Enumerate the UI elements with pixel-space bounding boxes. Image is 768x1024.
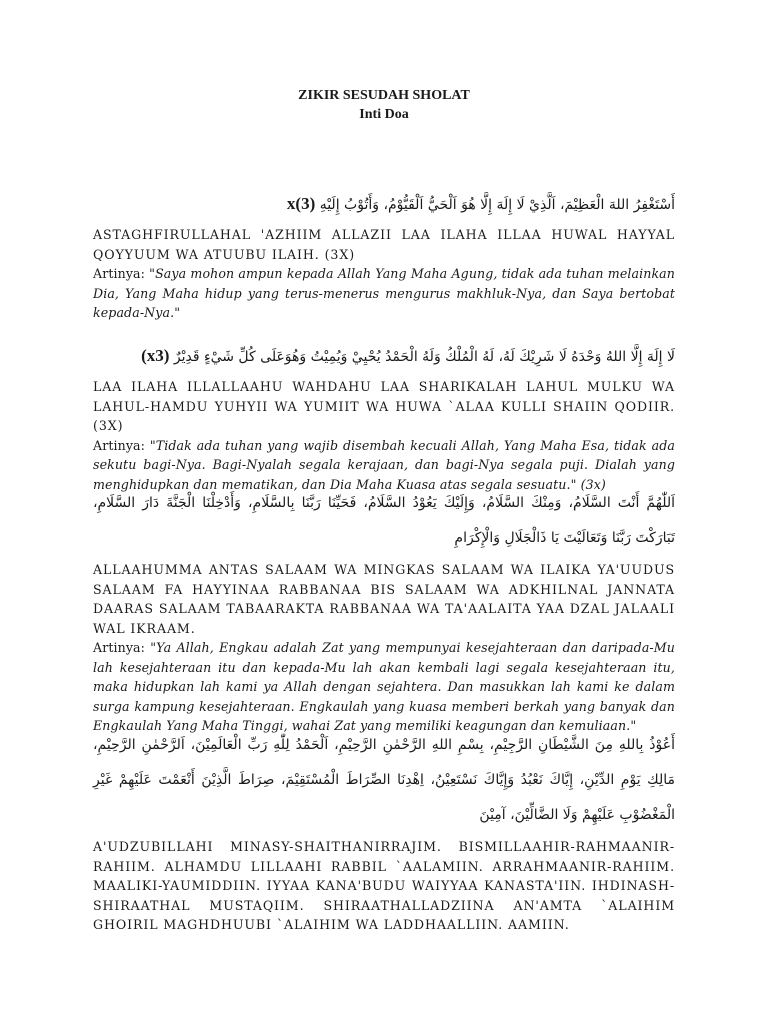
arabic-text — [93, 186, 675, 223]
page-subtitle: Inti Doa — [359, 107, 409, 122]
transliteration: LAA ILAHA ILLALLAAHU WAHDAHU LAA SHARIKALAH LAHUL MULKU WA LAHUL-HAMDU YUHYII WA YUMIIT WA HUWA `ALAA KULLI SHAIIN QODIIR. (3X) — [93, 379, 675, 433]
translation-text: "Ya Allah, Engkau adalah Zat yang mempunyai kesejahteraan dan daripada-Mu lah kesejahteraan itu dan kepada-Mu lah akan kembali lagi segala kesejahteraan itu, maka hidupkan lah kami ya Allah dengan sejahtera. Dan masukkan lah kami ke dalam surga kampung kesejahteraan. Engkaulah yang kuasa memberi berkah yang banyak dan Engkaulah Yang Maha Tinggi, wahai Zat yang memiliki keagungan dan kemuliaan." — [93, 640, 675, 733]
translation-label: Artinya: — [93, 437, 150, 453]
dhikr-section-2 — [93, 338, 675, 494]
translation-label: Artinya: — [93, 266, 150, 281]
arabic-verse: أَسْتَغْفِرُ اللهَ الْعَظِيْمَ، اَلَّذِيْ لَا إِلَهَ إِلَّا هُوَ اَلْحَيُّ اَلْقَيُّوْمُ، وَأَتُوْبُ إِلَيْهِ — [319, 197, 675, 213]
arabic-text — [93, 338, 675, 375]
arabic-verse: أَعُوْذُ بِاللهِ مِنَ الشَّيْطَانِ الرَّجِيْمِ، بِسْمِ اللهِ الرَّحْمٰنِ الرَّحِيْمِ، اَلْحَمْدُ لِلّٰهِ رَبِّ الْعَالَمِيْنَ، اَلرَّحْمٰنِ الرَّحِيْمِ، مَالِكِ يَوْمِ الدِّيْنِ، إِيَّاكَ نَعْبُدُ وَإِيَّاكَ نَسْتَعِيْنُ، اِهْدِنَا الصِّرَاطَ الْمُسْتَقِيْمَ، صِرَاطَ الَّذِيْنَ أَنْعَمْتَ عَلَيْهِمْ غَيْرِ الْمَغْضُوْبِ عَلَيْهِمْ وَلَا الضَّالِّيْنَ، آمِيْنَ — [93, 737, 675, 823]
repeat-count: x(3) — [286, 194, 316, 213]
dhikr-section-3 — [93, 486, 675, 736]
translation — [93, 638, 675, 736]
repeat-count: (x3) — [141, 346, 170, 365]
translation — [93, 264, 675, 323]
page-title: ZIKIR SESUDAH SHOLAT — [298, 88, 470, 103]
translation-text: "Saya mohon ampun kepada Allah Yang Maha Agung, tidak ada tuhan melainkan Dia, Yang Maha hidup yang terus-menerus mengurus makhluk-Nya, dan Saya bertobat kepada-Nya." — [93, 266, 676, 320]
transliteration: ALLAAHUMMA ANTAS SALAAM WA MINGKAS SALAAM WA ILAIKA YA'UUDUS SALAAM FA HAYYINAA RABBANAA BIS SALAAM WA ADKHILNAL JANNATA DAARAS SALAAM TABAARAKTA RABBANAA WA TA'AALAITA YAA DZAL JALAALI WAL IKRAAM. — [93, 562, 675, 636]
arabic-verse: لَا إِلَهَ إِلَّا اللهُ وَحْدَهُ لَا شَرِيْكَ لَهُ، لَهُ الْمُلْكُ وَلَهُ الْحَمْدُ يُحْيِيْ وَيُمِيْتُ وَهُوَعَلَى كُلِّ شَيْءٍ قَدِيْرٌ — [173, 349, 675, 365]
translation-label: Artinya: — [93, 640, 151, 655]
translation-text: "Tidak ada tuhan yang wajib disembah kecuali Allah, Yang Maha Esa, tidak ada sekutu bagi-Nya. Bagi-Nyalah segala kerajaan, dan bagi-Nya segala puji. Dialah yang menghidupkan dan mematikan, dan Dia Maha Kuasa atas segala sesuatu." (3x) — [93, 437, 675, 492]
dhikr-section-1 — [93, 186, 675, 323]
transliteration: A'UDZUBILLAHI MINASY-SHAITHANIRRAJIM. BISMILLAAHIR-RAHMAANIR-RAHIIM. ALHAMDU LILLAAHI RABBIL `AALAMIIN. ARRAHMAANIR-RAHIIM. MAALIKI-YAUMIDDIIN. IYYAA KANA'BUDU WAIYYAA KANASTA'IIN. IHDINASH-SHIRAATHAL MUSTAQIIM. SHIRAATHALLADZIINA AN'AMTA `ALAIHIM GHOIRIL MAGHDHUUBI `ALAIHIM WA LADDHAALLIIN. AAMIIN. — [93, 839, 675, 932]
arabic-verse: اَللّٰهُمَّ أَنْتَ السَّلَامُ، وَمِنْكَ السَّلَامُ، وَإِلَيْكَ يَعُوْدُ السَّلَامُ، فَحَيِّنَا رَبَّنَا بِالسَّلَامِ، وَأَدْخِلْنَا الْجَنَّةَ دَارَ السَّلَامِ، تَبَارَكْتَ رَبَّنَا وَتَعَالَيْتَ يَا ذَالْجَلَالِ وَالْإِكْرَامِ — [93, 495, 675, 546]
arabic-text — [93, 728, 675, 833]
dhikr-section-4 — [93, 728, 675, 935]
arabic-text — [93, 486, 675, 556]
transliteration: ASTAGHFIRULLAHAL 'AZHIIM ALLAZII LAA ILAHA ILLAA HUWAL HAYYAL QOYYUUM WA ATUUBU ILAIH. (3X) — [93, 227, 675, 262]
